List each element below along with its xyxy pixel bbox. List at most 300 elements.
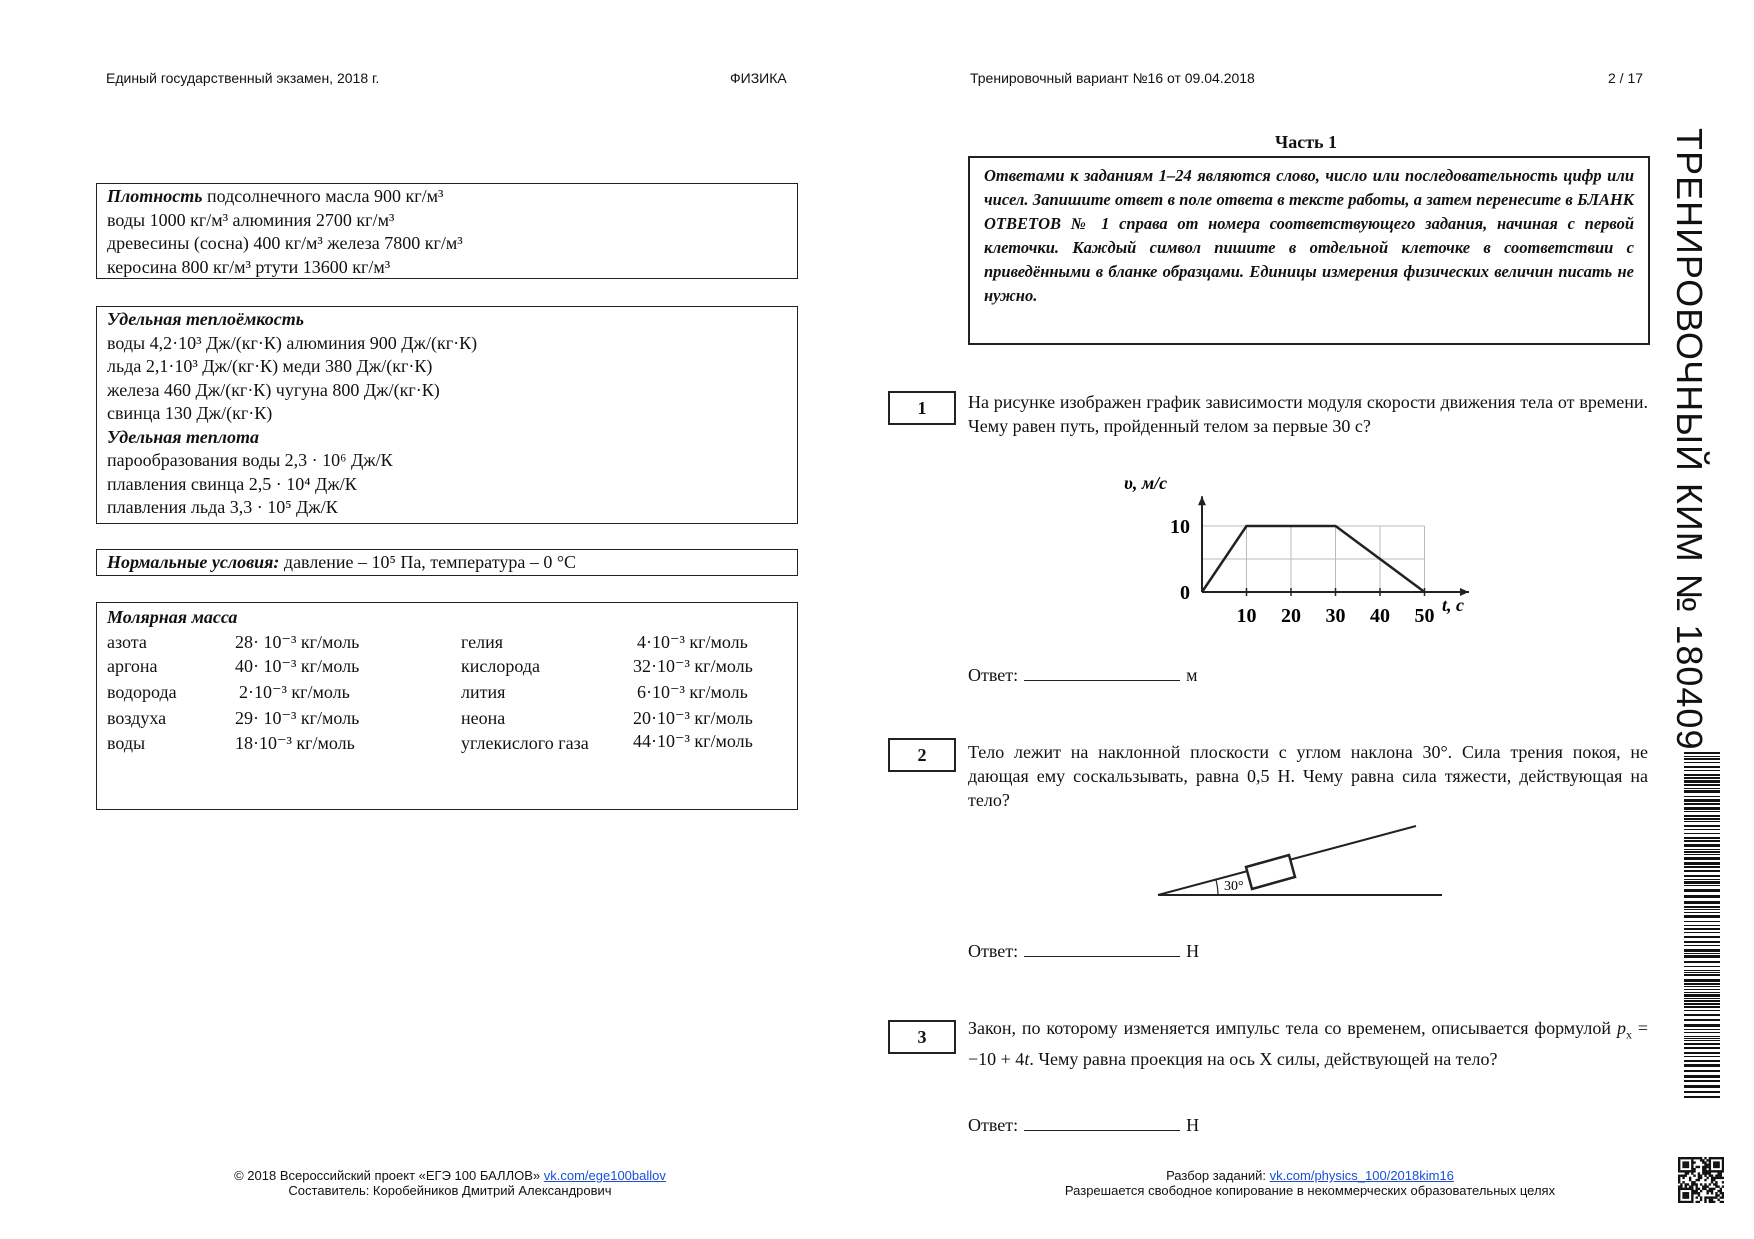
qr-module [1678,1181,1680,1183]
qr-module [1704,1172,1706,1174]
qr-module [1715,1175,1717,1177]
qr-module [1696,1157,1698,1159]
qr-module [1713,1161,1715,1163]
qr-module [1687,1183,1689,1185]
qr-module [1704,1157,1706,1159]
qr-module [1715,1196,1717,1198]
qr-module [1696,1192,1698,1194]
qr-module [1687,1192,1689,1194]
barcode-bar [1684,915,1720,918]
qr-module [1678,1175,1680,1177]
qr-module [1722,1177,1724,1179]
barcode-bar [1684,986,1720,987]
barcode-bar [1684,862,1720,865]
barcode-bar [1684,803,1720,805]
angle-label: 30° [1224,879,1244,894]
qr-module [1713,1183,1715,1185]
barcode-bar [1684,941,1720,943]
barcode-bar [1684,992,1720,993]
x-tick-label: 30 [1325,605,1346,627]
heat-line: воды 4,2·10³ Дж/(кг·К) алюминия 900 Дж/(кг·К) [107,332,478,353]
qr-module [1700,1159,1702,1161]
qr-module [1717,1185,1719,1187]
qr-module [1696,1201,1698,1203]
molar-name: водорода [107,682,177,702]
barcode-bar [1684,1038,1720,1039]
barcode-bar [1684,1056,1720,1057]
heat-line: свинца 130 Дж/(кг·К) [107,403,273,423]
qr-module [1702,1170,1704,1172]
barcode-bar [1684,909,1720,910]
qr-module [1704,1201,1706,1203]
qr-module [1717,1157,1719,1159]
x-tick-label: 40 [1370,605,1390,627]
qr-module [1713,1179,1715,1181]
qr-module [1709,1175,1711,1177]
footer-link-analysis[interactable]: vk.com/physics_100/2018kim16 [1269,1168,1454,1183]
qr-module [1691,1161,1693,1163]
barcode-bar [1684,955,1720,958]
qr-module [1687,1172,1689,1174]
barcode-bar [1684,807,1720,810]
qr-module [1685,1157,1687,1159]
molar-name: лития [461,682,506,702]
barcode-bar [1684,979,1720,982]
instructions-box: Ответами к заданиям 1–24 являются слово, число или последовательность цифр или чисел. Запишите ответ в поле ответа в тексте работы, а затем перенесите в БЛАНК ОТВЕТОВ № 1 справа от номера соответствующего задания, начиная с первой клеточки. Каждый символ пишите в отдельной клеточке в соответствии с приведёнными в бланке образцами. Единицы измерения физических величин писать не нужно. [968,156,1650,345]
velocity-chart [1110,470,1490,640]
qr-module [1711,1190,1713,1192]
qr-module [1717,1161,1719,1163]
barcode-bar [1684,1019,1720,1021]
barcode-bar [1684,921,1720,922]
qr-module [1706,1159,1708,1161]
qr-module [1711,1179,1713,1181]
qr-module [1713,1201,1715,1203]
qr-module [1696,1185,1698,1187]
qr-module [1678,1177,1680,1179]
qr-module [1720,1175,1722,1177]
qr-module [1706,1185,1708,1187]
qr-module [1696,1166,1698,1168]
x-tick-label: 20 [1281,605,1301,627]
molar-title: Молярная масса [107,607,238,627]
barcode [1684,752,1720,1100]
qr-module [1700,1177,1702,1179]
qr-module [1702,1172,1704,1174]
molar-name: аргона [107,656,158,676]
qr-module [1696,1190,1698,1192]
qr-module [1693,1175,1695,1177]
qr-module [1720,1188,1722,1190]
answer-unit: м [1186,665,1198,685]
qr-module [1678,1179,1680,1181]
barcode-bar [1684,1052,1720,1054]
qr-module [1691,1188,1693,1190]
qr-module [1711,1196,1713,1198]
barcode-bar [1684,840,1720,842]
density-line-1: Плотность подсолнечного масла 900 кг/м³ [107,186,444,206]
qr-module [1720,1157,1722,1159]
barcode-bar [1684,756,1720,757]
qr-module [1700,1196,1702,1198]
molar-value: 2·10⁻³ кг/моль [239,682,350,702]
heat-line: железа 460 Дж/(кг·К) чугуна 800 Дж/(кг·К) [107,379,440,400]
barcode-bar [1684,881,1720,884]
barcode-bar [1684,1096,1720,1098]
barcode-bar [1684,811,1720,812]
task-number-2: 2 [888,738,956,772]
qr-module [1709,1172,1711,1174]
qr-module [1704,1166,1706,1168]
qr-module [1680,1157,1682,1159]
barcode-bar [1684,998,1720,999]
qr-module [1722,1201,1724,1203]
qr-module [1704,1179,1706,1181]
density-box [96,183,798,279]
barcode-bar [1684,784,1720,786]
molar-name: воды [107,733,146,753]
barcode-bar [1684,1043,1720,1045]
qr-module [1709,1188,1711,1190]
qr-module [1706,1177,1708,1179]
answer-field-3[interactable] [1024,1114,1180,1131]
qr-module [1709,1190,1711,1192]
latent-title: Удельная теплота [107,426,259,447]
barcode-bar [1684,1032,1720,1033]
qr-module [1711,1177,1713,1179]
answer-label: Ответ: [968,941,1019,961]
y-axis-arrow [1198,496,1206,505]
barcode-bar [1684,912,1720,913]
qr-module [1689,1201,1691,1203]
barcode-bar [1684,1085,1720,1088]
latent-line: плавления свинца 2,5 · 10⁴ Дж/К [107,473,357,494]
qr-module [1678,1192,1680,1194]
qr-module [1687,1201,1689,1203]
barcode-bar [1684,970,1720,971]
barcode-bar [1684,1075,1720,1078]
barcode-bar [1684,936,1720,938]
qr-module [1704,1175,1706,1177]
qr-module [1722,1161,1724,1163]
barcode-bar [1684,849,1720,850]
molar-name: неона [461,708,506,728]
qr-module [1696,1183,1698,1185]
qr-module [1691,1199,1693,1201]
barcode-bar [1684,790,1720,793]
qr-module [1689,1157,1691,1159]
qr-module [1722,1196,1724,1198]
molar-name: углекислого газа [461,733,589,753]
qr-module [1717,1177,1719,1179]
barcode-bar [1684,972,1720,973]
qr-module [1682,1177,1684,1179]
qr-module [1722,1164,1724,1166]
task-3-text: Закон, по которому изменяется импульс тела со временем, описывается формулой $p_x = -10 + 4t$. Чему равна проекция на ось X силы, действующей на тело? [968,1018,1649,1069]
barcode-bar [1684,1070,1720,1072]
qr-module [1687,1196,1689,1198]
qr-module [1700,1157,1702,1159]
qr-module [1678,1161,1680,1163]
qr-module [1685,1192,1687,1194]
qr-module [1691,1201,1693,1203]
task-1-answer-row [968,664,1198,686]
barcode-bar [1684,1040,1720,1041]
barcode-bar [1684,837,1720,839]
barcode-bar [1684,1024,1720,1027]
barcode-bar [1684,1003,1720,1005]
barcode-bar [1684,844,1720,847]
qr-module [1678,1170,1680,1172]
qr-module [1722,1194,1724,1196]
qr-module [1706,1172,1708,1174]
qr-module [1717,1172,1719,1174]
qr-module [1698,1201,1700,1203]
qr-module [1713,1166,1715,1168]
barcode-bar [1684,994,1720,997]
qr-module [1696,1188,1698,1190]
molar-name: кислорода [461,656,540,676]
qr-module [1722,1181,1724,1183]
qr-module [1680,1170,1682,1172]
qr-module [1715,1185,1717,1187]
normal-title: Нормальные условия: [107,552,280,572]
qr-module [1678,1157,1680,1159]
molar-value: 20·10⁻³ кг/моль [633,708,753,728]
barcode-bar [1684,1060,1720,1062]
qr-module [1693,1181,1695,1183]
angle-arc [1216,880,1218,895]
qr-module [1678,1199,1680,1201]
qr-module [1720,1172,1722,1174]
header-exam: Единый государственный экзамен, 2018 г. [106,70,380,86]
qr-module [1682,1192,1684,1194]
qr-module [1702,1188,1704,1190]
molar-value: 40· 10⁻³ кг/моль [235,656,360,676]
barcode-bar [1684,866,1720,868]
qr-module [1711,1201,1713,1203]
barcode-bar [1684,780,1720,783]
qr-module [1687,1170,1689,1172]
qr-module [1685,1201,1687,1203]
qr-module [1691,1168,1693,1170]
qr-module [1715,1157,1717,1159]
barcode-bar [1684,1006,1720,1008]
molar-value: 28· 10⁻³ кг/моль [235,632,360,652]
qr-module [1698,1177,1700,1179]
qr-module [1687,1164,1689,1166]
barcode-bar [1684,854,1720,855]
qr-module [1678,1168,1680,1170]
qr-module [1720,1177,1722,1179]
qr-module [1700,1183,1702,1185]
answer-field-2[interactable] [1024,940,1180,957]
barcode-bar [1684,829,1720,830]
answer-label: Ответ: [968,1115,1019,1135]
barcode-bar [1684,928,1720,930]
answer-field-1[interactable] [1024,664,1180,681]
qr-module [1682,1161,1684,1163]
qr-module [1687,1188,1689,1190]
qr-module [1691,1190,1693,1192]
qr-module [1689,1177,1691,1179]
qr-module [1704,1164,1706,1166]
qr-module [1698,1166,1700,1168]
footer-right: Разбор заданий: vk.com/physics_100/2018kim16 Разрешается свободное копирование в некоммерческих образовательных целях [1064,1168,1556,1198]
x-tick-label: 50 [1414,605,1435,627]
barcode-bar [1684,1047,1720,1049]
qr-module [1698,1188,1700,1190]
footer-link-ege100[interactable]: vk.com/ege100ballov [543,1168,666,1183]
qr-module [1693,1190,1695,1192]
qr-module [1689,1170,1691,1172]
qr-module [1702,1159,1704,1161]
qr-module [1709,1166,1711,1168]
qr-module [1682,1196,1684,1198]
heat-box [96,306,798,524]
qr-module [1698,1179,1700,1181]
qr-module [1704,1196,1706,1198]
qr-module [1700,1175,1702,1177]
qr-module [1715,1183,1717,1185]
qr-module [1678,1194,1680,1196]
latent-line: парообразования воды 2,3 · 10⁶ Дж/К [107,450,393,470]
qr-module [1711,1170,1713,1172]
molar-value: 44·10⁻³ кг/моль [633,731,753,751]
qr-module [1715,1177,1717,1179]
inclined-plane-figure [1150,820,1450,900]
heat-title: Удельная теплоёмкость [107,309,304,329]
qr-module [1682,1194,1684,1196]
barcode-bar [1684,983,1720,985]
heat-line: льда 2,1·10³ Дж/(кг·К) меди 380 Дж/(кг·К) [107,356,433,376]
answer-unit: Н [1186,941,1200,961]
qr-module [1682,1188,1684,1190]
qr-module [1680,1175,1682,1177]
barcode-bar [1684,989,1720,990]
qr-module [1685,1185,1687,1187]
barcode-bar [1684,774,1720,776]
qr-module [1685,1164,1687,1166]
answer-unit: Н [1186,1115,1200,1135]
qr-module [1704,1199,1706,1201]
chart-x-label: t, с [1442,595,1464,615]
chart-axes [1198,496,1469,596]
barcode-bar [1684,799,1720,802]
qr-module [1689,1188,1691,1190]
qr-module [1709,1199,1711,1201]
qr-module [1722,1166,1724,1168]
barcode-bar [1684,870,1720,872]
answer-label: Ответ: [968,665,1019,685]
qr-module [1678,1190,1680,1192]
qr-module [1715,1181,1717,1183]
qr-module [1722,1159,1724,1161]
molar-value: 6·10⁻³ кг/моль [637,682,748,702]
qr-module [1693,1183,1695,1185]
qr-module [1711,1157,1713,1159]
qr-module [1680,1185,1682,1187]
qr-module [1709,1170,1711,1172]
qr-module [1687,1161,1689,1163]
density-line-3: древесины (сосна) 400 кг/м³ железа 7800 кг/м³ [107,233,463,253]
qr-module [1698,1157,1700,1159]
barcode-bar [1684,766,1720,768]
task-2-text: Тело лежит на наклонной плоскости с углом наклона 30°. Сила трения покоя, не дающая ему соскальзывать, равна 0,5 Н. Чему равна сила тяжести, действующая на тело? [968,742,1648,810]
qr-code [1678,1157,1724,1203]
qr-module [1682,1201,1684,1203]
barcode-bar [1684,1064,1720,1067]
header-subject: ФИЗИКА [730,70,787,86]
qr-module [1687,1157,1689,1159]
qr-module [1717,1170,1719,1172]
barcode-bar [1684,762,1720,763]
barcode-bar [1684,815,1720,817]
barcode-bar [1684,1036,1720,1037]
qr-module [1717,1194,1719,1196]
qr-module [1696,1196,1698,1198]
qr-module [1685,1183,1687,1185]
barcode-bar [1684,885,1720,886]
qr-module [1704,1168,1706,1170]
qr-module [1713,1196,1715,1198]
molar-value: 4·10⁻³ кг/моль [637,632,748,652]
barcode-bar [1684,796,1720,797]
qr-module [1717,1190,1719,1192]
qr-module [1713,1164,1715,1166]
density-line-4: керосина 800 кг/м³ ртути 13600 кг/м³ [107,256,391,277]
qr-module [1693,1170,1695,1172]
header-variant: Тренировочный вариант №16 от 09.04.2018 [970,70,1255,86]
qr-module [1678,1196,1680,1198]
qr-module [1685,1175,1687,1177]
barcode-bar [1684,821,1720,822]
qr-module [1678,1201,1680,1203]
qr-module [1691,1166,1693,1168]
qr-module [1685,1170,1687,1172]
barcode-bar [1684,901,1720,904]
qr-module [1682,1166,1684,1168]
barcode-bar [1684,818,1720,820]
qr-module [1715,1164,1717,1166]
qr-module [1715,1194,1717,1196]
qr-module [1722,1157,1724,1159]
qr-module [1722,1185,1724,1187]
qr-module [1687,1194,1689,1196]
barcode-bar [1684,875,1720,877]
qr-module [1682,1170,1684,1172]
normal-conditions-line: Нормальные условия: давление – 10⁵ Па, температура – 0 °С [107,552,577,572]
qr-module [1717,1199,1719,1201]
barcode-bar [1684,833,1720,834]
qr-module [1691,1183,1693,1185]
qr-module [1682,1181,1684,1183]
qr-module [1689,1185,1691,1187]
qr-module [1711,1192,1713,1194]
qr-module [1704,1161,1706,1163]
qr-module [1713,1170,1715,1172]
qr-module [1698,1192,1700,1194]
qr-module [1704,1170,1706,1172]
qr-module [1720,1196,1722,1198]
barcode-bar [1684,770,1720,771]
molar-value: 29· 10⁻³ кг/моль [235,708,360,728]
qr-module [1702,1168,1704,1170]
qr-module [1685,1194,1687,1196]
barcode-bar [1684,906,1720,908]
qr-module [1682,1164,1684,1166]
chart-y-label: υ, м/с [1124,473,1168,493]
